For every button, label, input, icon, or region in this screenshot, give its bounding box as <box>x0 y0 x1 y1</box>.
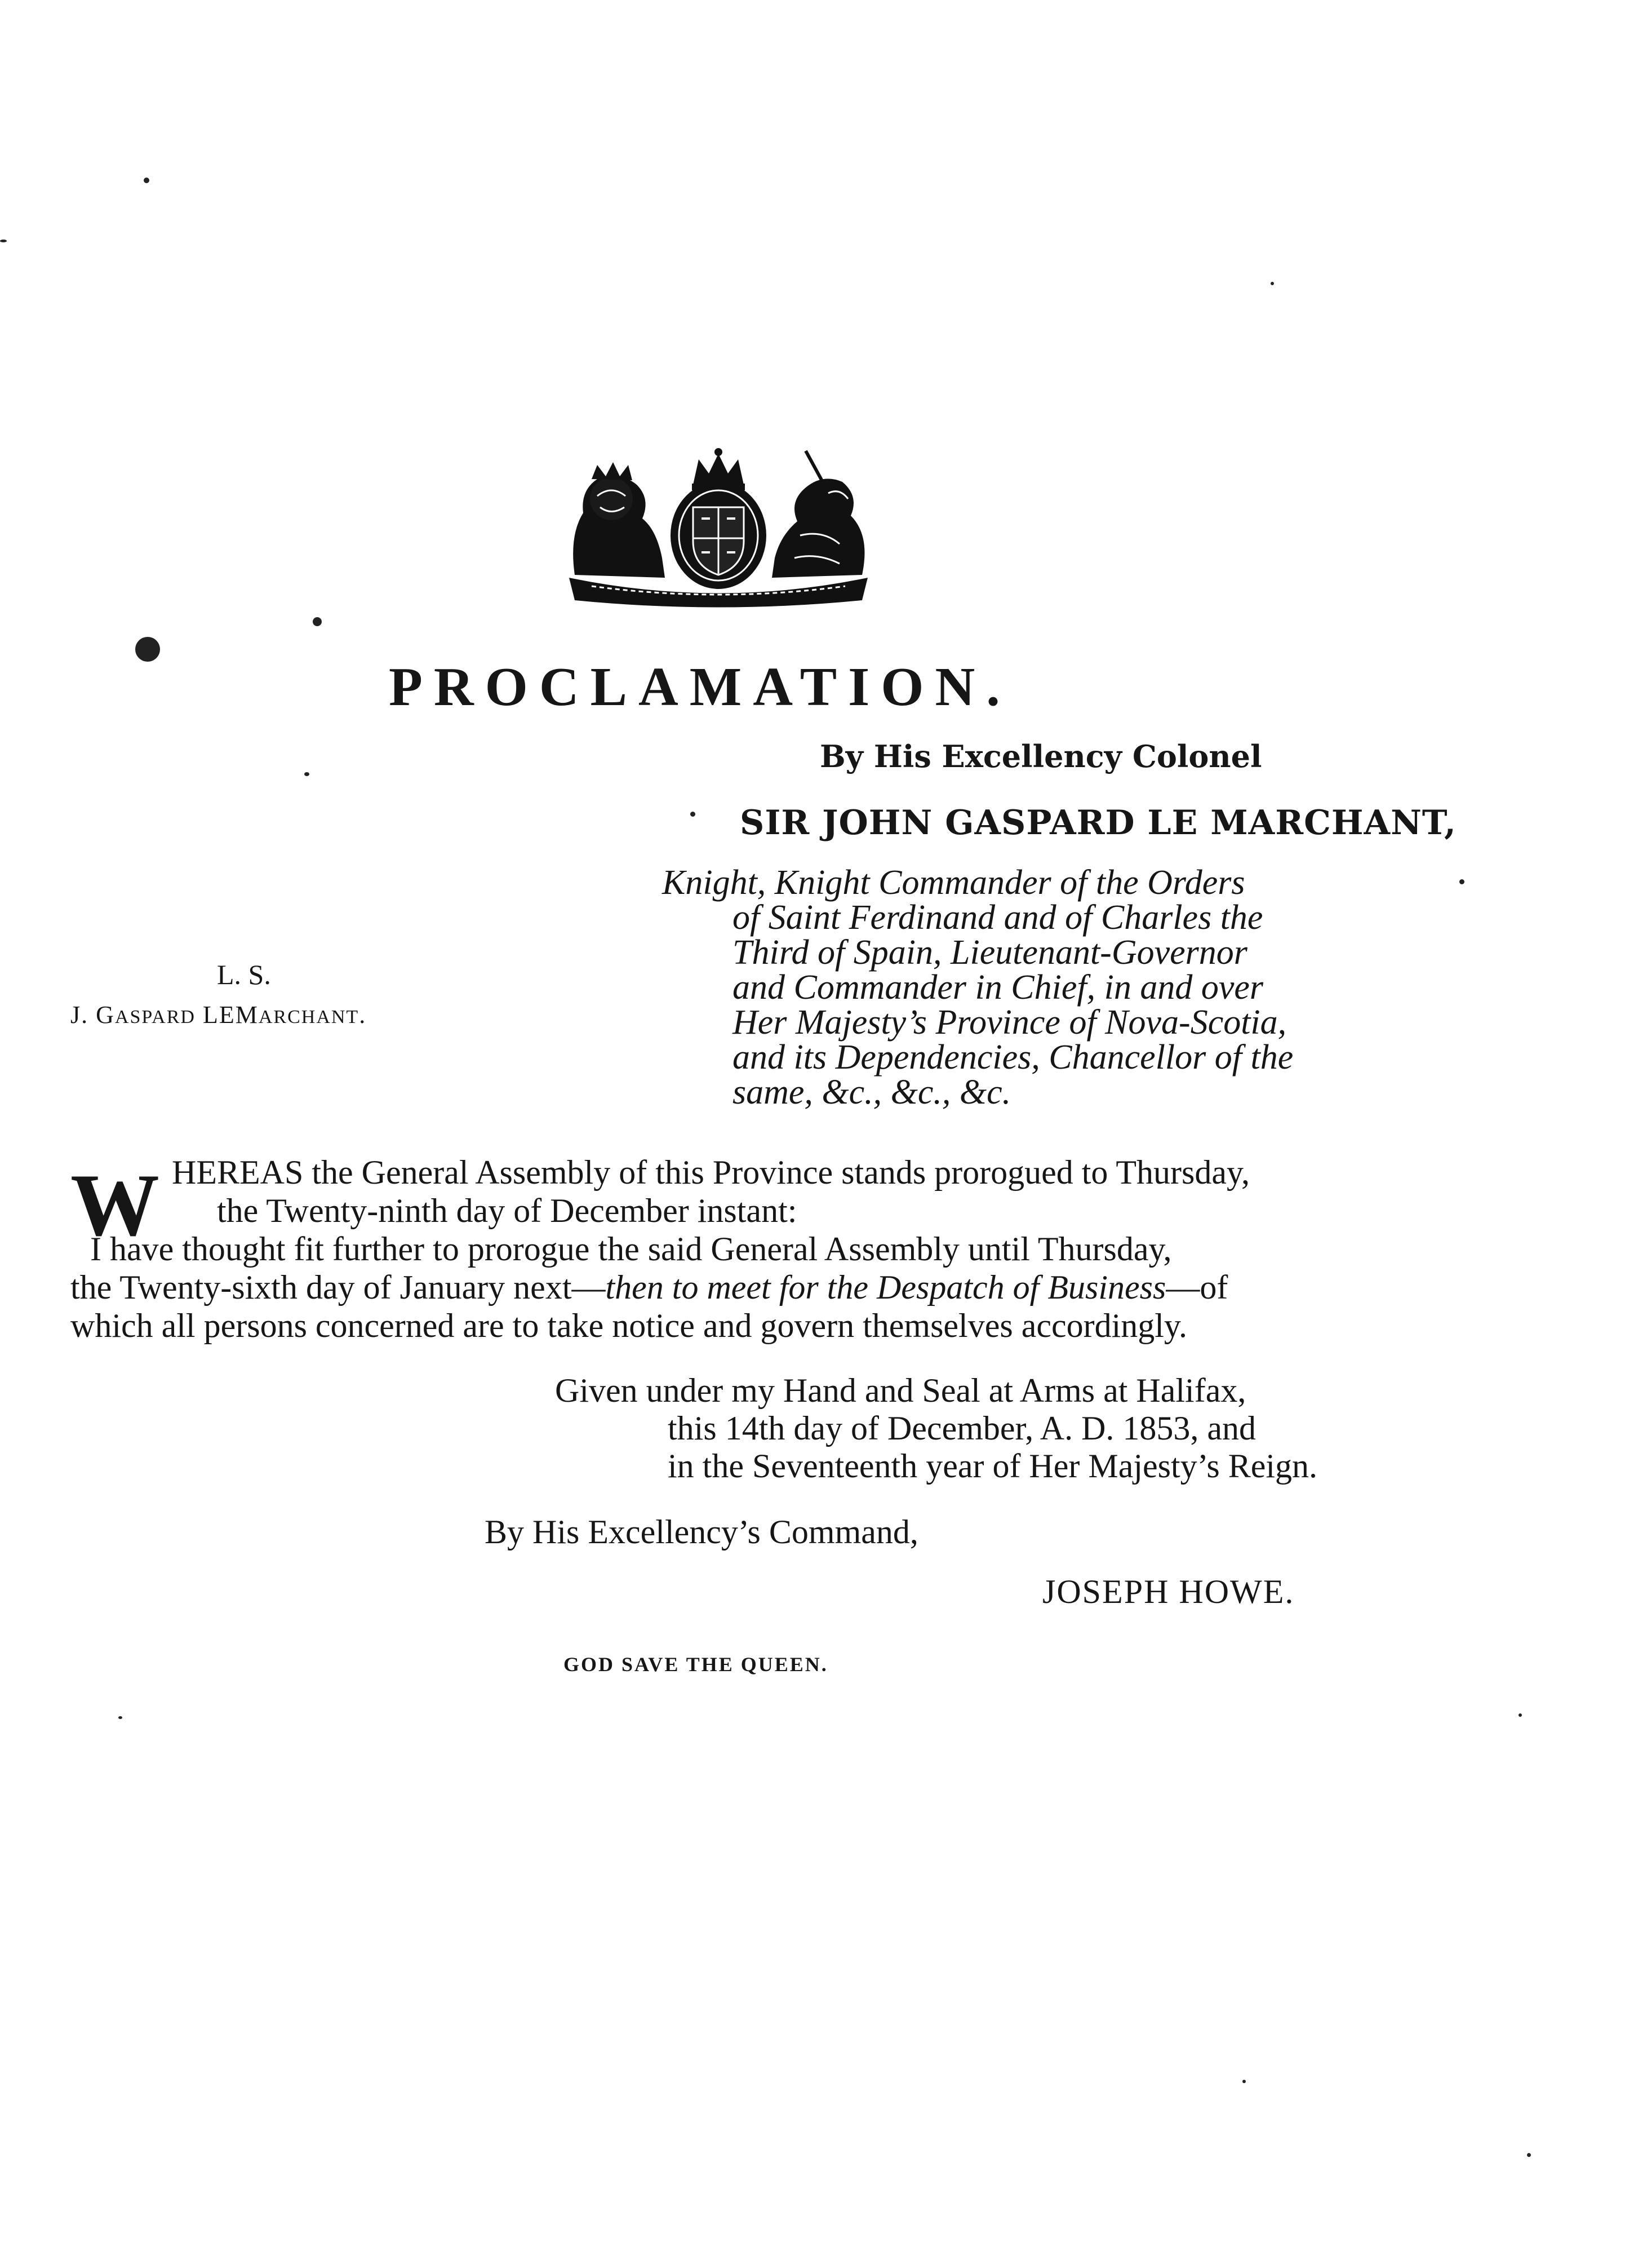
ink-speck <box>1527 2153 1531 2157</box>
issuer-by-line: By His Excellency Colonel <box>820 738 1262 774</box>
royal-coat-of-arms <box>558 445 879 609</box>
issuer-titles-line: same, &c., &c., &c. <box>732 1073 1011 1111</box>
locus-sigilli-mark: L. S. <box>217 959 271 990</box>
body-line: which all persons concerned are to take notice and govern themselves accordingly. <box>70 1307 1188 1344</box>
proclamation-title: PROCLAMATION. <box>389 657 1011 717</box>
ink-speck <box>313 617 322 626</box>
given-line: in the Seventeenth year of Her Majesty’s Reign. <box>668 1447 1318 1485</box>
governor-signature: J. GASPARD LEMARCHANT. <box>70 1001 367 1029</box>
body-line: the Twenty-sixth day of January next—then to meet for the Despatch of Business—of <box>70 1269 1228 1306</box>
body-line: HEREAS the General Assembly of this Province stands prorogued to Thursday, <box>172 1154 1250 1191</box>
ink-speck <box>1242 2080 1246 2083</box>
ink-speck <box>1459 879 1464 884</box>
ink-speck <box>0 240 7 242</box>
signatory-name: JOSEPH HOWE. <box>1042 1573 1295 1610</box>
ink-speck <box>118 1716 122 1719</box>
ink-speck <box>304 772 309 776</box>
drop-cap: W <box>70 1156 159 1255</box>
body-line: the Twenty-ninth day of December instant: <box>217 1192 797 1229</box>
body-line: I have thought fit further to prorogue the said General Assembly until Thursday, <box>90 1230 1172 1268</box>
issuer-titles-line: Her Majesty’s Province of Nova-Scotia, <box>732 1003 1287 1042</box>
ink-speck <box>135 637 160 662</box>
ink-speck <box>1519 1713 1522 1717</box>
issuer-titles-line: Knight, Knight Commander of the Orders <box>662 863 1245 902</box>
issuer-name: SIR JOHN GASPARD LE MARCHANT, <box>740 803 1457 843</box>
given-line: Given under my Hand and Seal at Arms at Halifax, <box>555 1372 1246 1409</box>
command-line: By His Excellency’s Command, <box>485 1513 918 1551</box>
ink-speck <box>1271 282 1274 285</box>
ink-speck <box>144 178 149 183</box>
issuer-titles-line: of Saint Ferdinand and of Charles the <box>732 898 1263 937</box>
closing-line: GOD SAVE THE QUEEN. <box>563 1653 828 1676</box>
ink-speck <box>690 812 695 817</box>
issuer-titles-line: Third of Spain, Lieutenant-Governor <box>732 933 1247 972</box>
given-line: this 14th day of December, A. D. 1853, and <box>668 1410 1257 1447</box>
issuer-titles-line: and Commander in Chief, in and over <box>732 968 1263 1007</box>
issuer-titles-line: and its Dependencies, Chancellor of the <box>732 1038 1294 1077</box>
